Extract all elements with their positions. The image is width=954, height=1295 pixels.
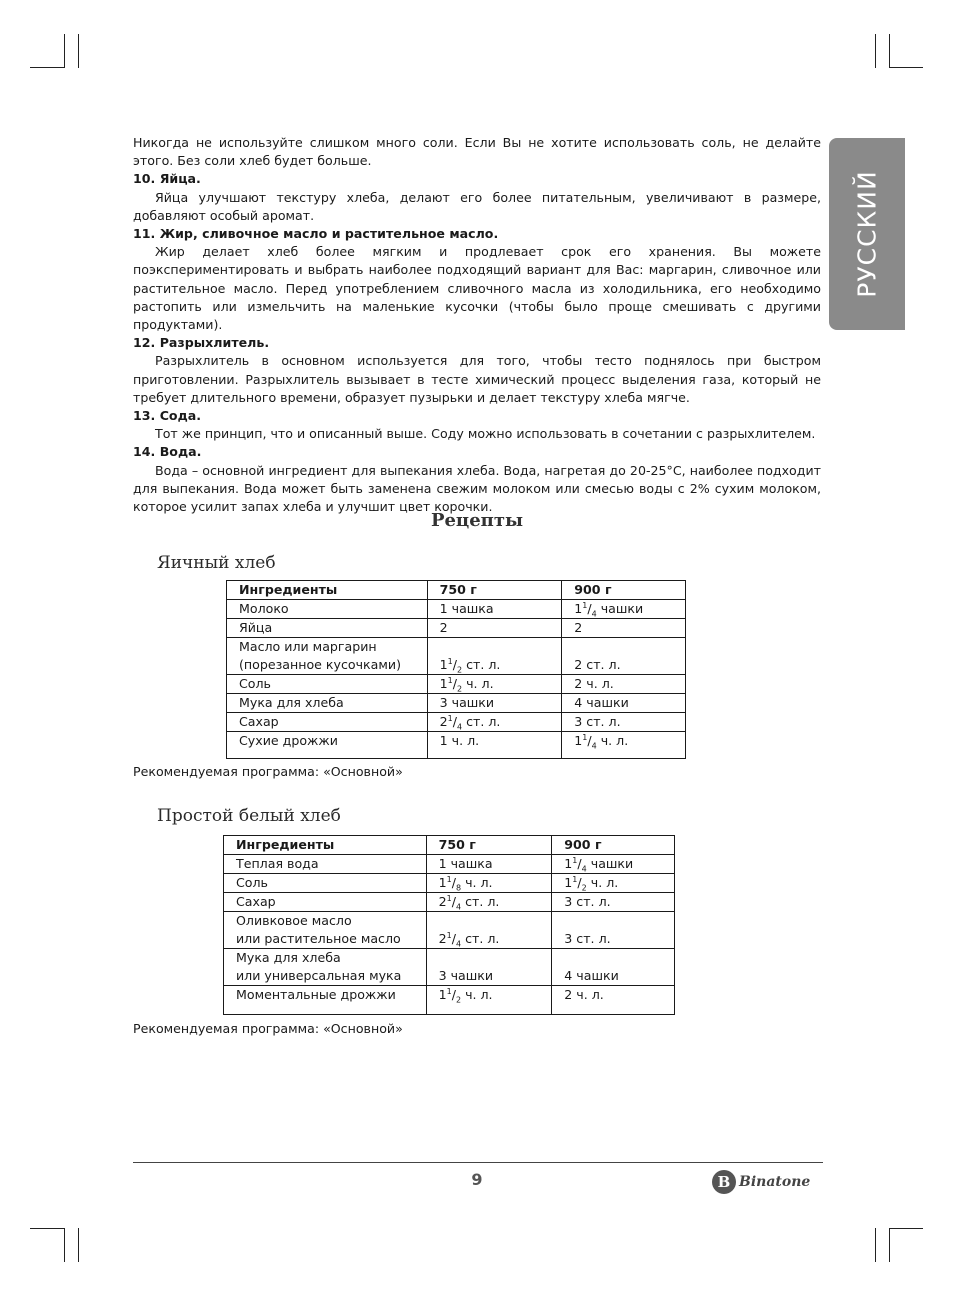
amount-cell: 2 ч. л. [562,675,686,694]
page-number: 9 [471,1170,483,1189]
crop-mark [875,1228,876,1262]
amount-cell: $1^1/_4$ чашки [562,600,686,619]
amount-cell: 3 ст. л. [562,713,686,732]
language-tab [829,138,905,330]
crop-mark [889,1228,923,1229]
amount-cell: $1^1/_8$ ч. л. [426,874,552,893]
amount-cell: 1 ч. л. [427,732,562,759]
section-paragraph: Вода – основной ингредиент для выпекания хлеба. Вода, нагретая до 20-25°C, наиболее подходит для выпекания. Вода может быть заменена свежим молоком или смесью воды с 2% сухим молоком, которое усилит запах хлеба и улучшит цвет корочки. [133,462,821,515]
brand-logo [712,1170,810,1194]
ingredient-cell: Молоко [227,600,428,619]
amount-cell: 3 ст. л. [552,893,675,912]
header-cell: Ингредиенты [224,836,427,855]
ingredient-cell: Яйца [227,619,428,638]
table-row [227,732,686,759]
section-heading: 12. Разрыхлитель. [133,335,270,351]
crop-mark [875,34,876,68]
table-header-row [227,581,686,600]
recipe-table-egg-bread [226,580,686,759]
brand-name: Binatone [739,1174,811,1190]
ingredient-cell: Сахар [224,893,427,912]
amount-cell: 2 ч. л. [552,986,675,1015]
amount-cell: $1^1/_2$ ч. л. [427,675,562,694]
ingredient-cell: Оливковое масло или растительное масло [224,912,427,949]
table-row [224,986,675,1015]
header-cell: 900 г [562,581,686,600]
crop-mark [889,34,890,68]
language-tab-label: РУССКИЙ [852,170,882,298]
table-row [224,855,675,874]
table-row [224,893,675,912]
amount-cell: 3 чашки [427,694,562,713]
recipe-title: Яичный хлеб [157,553,276,573]
amount-cell: 2 ст. л. [562,638,686,675]
recipes-title: Рецепты [430,510,524,531]
crop-mark [64,34,65,68]
ingredient-cell: Сухие дрожжи [227,732,428,759]
intro-paragraph: Никогда не используйте слишком много соли. Если Вы не хотите использовать соль, не делайте этого. Без соли хлеб будет больше. [133,135,821,169]
crop-mark [78,34,79,68]
recommended-program: Рекомендуемая программа: «Основной» [133,764,403,779]
amount-cell: $2^1/_4$ ст. л. [426,912,552,949]
amount-cell: 3 ст. л. [552,912,675,949]
crop-mark [889,1228,890,1262]
section-heading: 11. Жир, сливочное масло и растительное масло. [133,226,499,242]
table-row [227,619,686,638]
section-paragraph: Жир делает хлеб более мягким и продлевает срок его хранения. Вы можете поэкспериментировать и выбрать наиболее подходящий вариант для Вас: маргарин, сливочное или растительное масло. Перед употреблением сливочного масла из холодильника, его необходимо растопить или измельчить на маленькие кусочки (чтобы было проще смешивать с другими продуктами). [133,244,821,333]
table-row [227,713,686,732]
amount-cell: 2 [562,619,686,638]
table-row [224,874,675,893]
table-row [224,949,675,986]
header-cell: Ингредиенты [227,581,428,600]
table-row [227,638,686,675]
amount-cell: $2^1/_4$ ст. л. [426,893,552,912]
amount-cell: $1^1/_4$ ч. л. [562,732,686,759]
ingredient-cell: Теплая вода [224,855,427,874]
recipe-title: Простой белый хлеб [157,806,341,826]
ingredient-cell: Мука для хлеба [227,694,428,713]
amount-cell: $2^1/_4$ ст. л. [427,713,562,732]
table-row [227,694,686,713]
table-header-row [224,836,675,855]
ingredient-cell: Масло или маргарин (порезанное кусочками) [227,638,428,675]
amount-cell: 4 чашки [562,694,686,713]
amount-cell: 2 [427,619,562,638]
amount-cell: 1 чашка [427,600,562,619]
crop-mark [30,67,64,68]
header-cell: 750 г [426,836,552,855]
header-cell: 750 г [427,581,562,600]
ingredient-cell: Моментальные дрожжи [224,986,427,1015]
amount-cell: $1^1/_2$ ч. л. [426,986,552,1015]
crop-mark [889,67,923,68]
crop-mark [78,1228,79,1262]
recommended-program: Рекомендуемая программа: «Основной» [133,1021,403,1036]
amount-cell: $1^1/_2$ ч. л. [552,874,675,893]
footer-divider [133,1162,823,1163]
section-heading: 13. Сода. [133,408,202,424]
amount-cell: 3 чашки [426,949,552,986]
section-paragraph: Разрыхлитель в основном используется для того, чтобы тесто поднялось при быстром приготовлении. Разрыхлитель вызывает в тесте химический процесс выделения газа, который не требует длительного времени, образует пузырьки и делает текстуру хлеба мягче. [133,353,821,405]
amount-cell: 1 чашка [426,855,552,874]
ingredient-cell: Сахар [227,713,428,732]
table-row [227,675,686,694]
body-text [133,134,821,516]
ingredient-cell: Соль [227,675,428,694]
ingredient-cell: Соль [224,874,427,893]
section-paragraph: Яйца улучшают текстуру хлеба, делают его более питательным, увеличивают в размере, добавляют особый аромат. [133,189,821,223]
brand-logo-mark: B [712,1170,736,1194]
amount-cell: 4 чашки [552,949,675,986]
header-cell: 900 г [552,836,675,855]
section-heading: 14. Вода. [133,444,202,460]
crop-mark [30,1228,64,1229]
amount-cell: $1^1/_2$ ст. л. [427,638,562,675]
amount-cell: $1^1/_4$ чашки [552,855,675,874]
section-heading: 10. Яйца. [133,171,201,187]
recipe-table-white-bread [223,835,675,1015]
crop-mark [64,1228,65,1262]
ingredient-cell: Мука для хлеба или универсальная мука [224,949,427,986]
section-paragraph: Тот же принцип, что и описанный выше. Соду можно использовать в сочетании с разрыхлителем. [155,426,816,442]
table-row [224,912,675,949]
table-row [227,600,686,619]
